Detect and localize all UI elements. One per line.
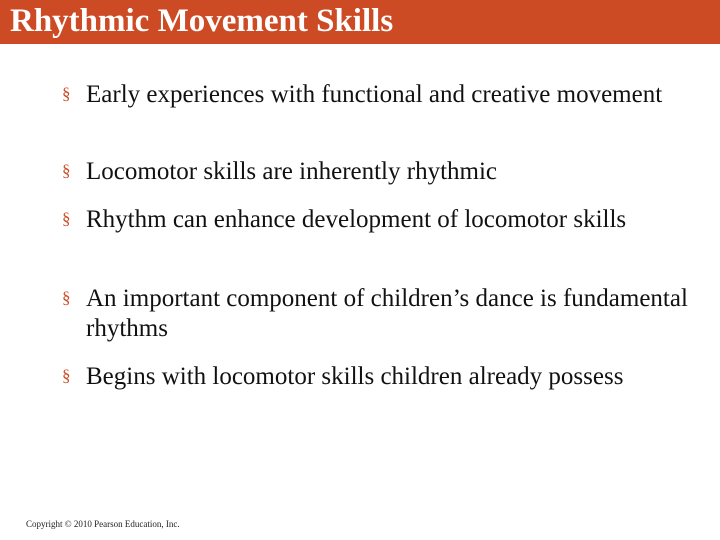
copyright-notice: Copyright © 2010 Pearson Education, Inc. xyxy=(26,519,180,529)
title-bar xyxy=(0,0,720,44)
bullet-text: Begins with locomotor skills children already possess xyxy=(86,363,624,390)
bullet-item xyxy=(62,80,702,110)
bullet-text: An important component of children’s dance is fundamental rhythms xyxy=(86,285,688,342)
bullet-item xyxy=(62,205,702,235)
bullet-marker-icon: § xyxy=(62,288,71,307)
bullet-marker-icon: § xyxy=(62,161,71,180)
bullet-item xyxy=(62,284,702,344)
bullet-marker-icon: § xyxy=(62,366,71,385)
bullet-text: Rhythm can enhance development of locomotor skills xyxy=(86,206,627,233)
bullet-item xyxy=(62,362,702,392)
bullet-text: Locomotor skills are inherently rhythmic xyxy=(86,158,498,185)
bullet-marker-icon: § xyxy=(62,84,71,103)
slide-title: Rhythmic Movement Skills xyxy=(10,3,394,39)
bullet-marker-icon: § xyxy=(62,209,71,228)
bullet-item xyxy=(62,157,702,187)
bullet-text: Early experiences with functional and creative movement xyxy=(86,81,663,108)
